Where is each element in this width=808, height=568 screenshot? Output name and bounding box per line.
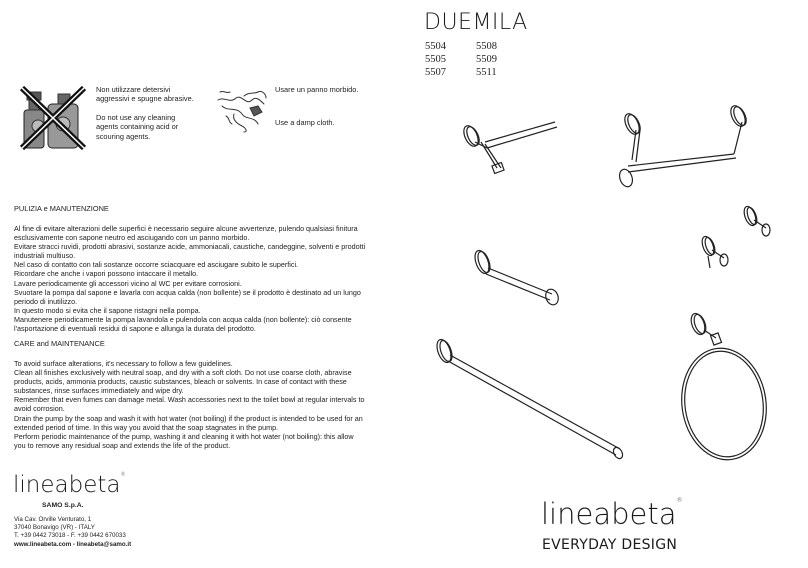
text-line: To avoid surface alterations, it's necessary to follow a few guidelines. bbox=[14, 359, 233, 368]
text-line: esclusivamente con sapone neutro ed asciugando con un panno morbido. bbox=[14, 233, 250, 243]
text-line: Manutenere periodicamente la pompa lavandola e pulendola con acqua calda (non bollente): ciò consente bbox=[14, 314, 352, 324]
cleaning-paragraph-it bbox=[14, 224, 399, 333]
text-line: In questo modo si evita che il sapone ristagni nella pompa. bbox=[14, 305, 201, 315]
text-line: avoid corrosion. bbox=[14, 404, 65, 414]
text-line: l'asportazione di eventuali residui di sapone e allunga la durata del prodotto. bbox=[14, 324, 256, 334]
text-line: products, acids, ammonia products, caustic substances, bleach or solvents. In case of contact with these bbox=[14, 377, 347, 387]
towel-holder-long-illustration bbox=[606, 98, 756, 193]
product-codes-right bbox=[476, 40, 497, 79]
text-line: Lavare periodicamente gli accessori vicino al WC per evitare corrosioni. bbox=[14, 278, 242, 288]
product-code: 5505 bbox=[425, 54, 446, 65]
text-line: industriali multiuso. bbox=[14, 251, 76, 261]
warning-cloth-en: Use a damp cloth. bbox=[275, 118, 335, 128]
brand-tagline: EVERYDAY DESIGN bbox=[542, 537, 678, 553]
text-line: periodo di inutilizzo. bbox=[14, 296, 78, 306]
brand-logo-text: lineabeta bbox=[13, 472, 121, 498]
text-line: extended period of time. In this way you avoid that the soap stagnates in the pump. bbox=[14, 422, 279, 432]
company-phone: T. +39 0442 73018 - F. +39 0442 670033 bbox=[14, 532, 126, 540]
text-line: Drain the pump by the soap and wash it with hot water (not boiling) if the product is intended to be used for an bbox=[14, 413, 363, 423]
product-title: DUEMILA bbox=[424, 10, 528, 35]
company-web: www.lineabeta.com - lineabeta@samo.it bbox=[14, 540, 132, 548]
company-address-line: 37040 Bonavigo (VR) - ITALY bbox=[14, 524, 95, 532]
company-info bbox=[42, 502, 84, 510]
text-line: Clean all finishes exclusively with neutral soap, and dry with a soft cloth. Do not use coarse cloth, abravise bbox=[14, 368, 352, 378]
towel-bar-illustration bbox=[430, 335, 630, 465]
warning-detergents-en: Do not use any cleaning agents containing acid or scouring agents. bbox=[96, 112, 179, 141]
text-line: Evitare stracci ruvidi, prodotti abrasivi, sostanze acide, ammoniacali, caustiche, candeggine, solventi e prodotti bbox=[14, 242, 366, 252]
soft-cloth-icon bbox=[214, 86, 270, 134]
company-name: SAMO S.p.A. bbox=[42, 502, 84, 509]
section-heading-it: PULIZIA e MANUTENZIONE bbox=[14, 204, 109, 213]
roll-holder-illustration bbox=[468, 240, 568, 315]
registered-mark: ® bbox=[120, 472, 126, 478]
product-code: 5508 bbox=[476, 41, 497, 52]
text-line: substances, rinse surfaces immediately and wipe dry. bbox=[14, 386, 184, 396]
robe-hooks-illustration bbox=[690, 200, 790, 275]
company-address bbox=[14, 516, 131, 549]
product-code: 5509 bbox=[476, 54, 497, 65]
warning-cloth bbox=[275, 85, 375, 137]
text-line: Al fine di evitare alterazioni delle superfici è necessario seguire alcune avvertenze, pulendo qualsiasi finitura bbox=[14, 224, 358, 233]
no-chemicals-icon bbox=[18, 84, 88, 152]
warning-cloth-it: Usare un panno morbido. bbox=[275, 85, 359, 94]
text-line: Svuotare la pompa dal sapone e lavarla con acqua calda (non bollente) se il prodotto è destinato ad un lungo bbox=[14, 287, 361, 297]
text-line: Ricordare che anche i vapori possono intaccare il metallo. bbox=[14, 269, 199, 279]
product-codes-left bbox=[425, 40, 446, 79]
section-heading-en: CARE and MAINTENANCE bbox=[14, 339, 105, 348]
text-line: Nel caso di contatto con tali sostanze occorre sciacquare ed asciugare subito le superfici. bbox=[14, 260, 299, 270]
brand-logo-small bbox=[13, 472, 125, 498]
towel-ring-illustration bbox=[672, 308, 782, 468]
text-line: you to remove any residual soap and extends the life of the product. bbox=[14, 440, 231, 450]
company-address-line: Via Cav. Orville Venturato, 1 bbox=[14, 516, 92, 523]
warning-detergents bbox=[96, 85, 196, 150]
text-line: Perform periodic maintenance of the pump, washing it and cleaning it with hot water (not boiling): this allow bbox=[14, 431, 354, 441]
text-line: Remember that even fumes can damage metal. Wash accessories next to the toilet bowl at regular intervals to bbox=[14, 395, 365, 405]
brand-logo-large bbox=[541, 497, 683, 531]
towel-holder-short-illustration bbox=[455, 118, 565, 178]
brand-logo-text: lineabeta bbox=[541, 497, 677, 531]
product-code: 5511 bbox=[476, 67, 497, 78]
cleaning-paragraph-en bbox=[14, 359, 399, 450]
warning-detergents-it: Non utilizzare detersivi aggressivi e spugne abrasive. bbox=[96, 85, 194, 104]
registered-mark: ® bbox=[676, 497, 683, 504]
product-code: 5507 bbox=[425, 67, 446, 78]
product-code: 5504 bbox=[425, 41, 446, 52]
